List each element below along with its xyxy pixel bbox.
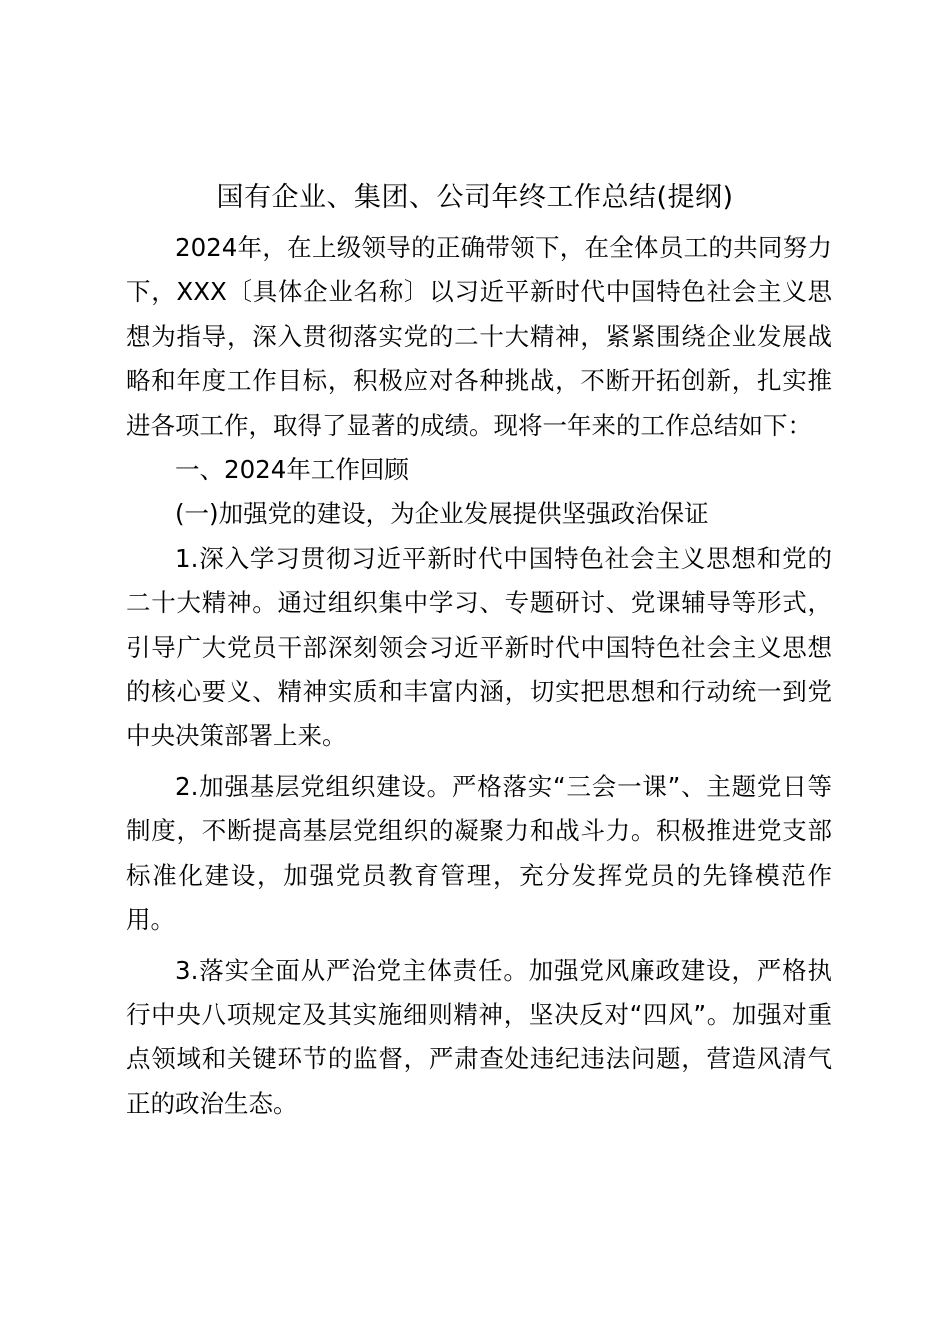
document-body	[126, 226, 832, 1126]
subsection-heading: (一)加强党的建设，为企业发展提供坚强政治保证	[175, 499, 709, 529]
document-title: 国有企业、集团、公司年终工作总结(提纲)	[216, 182, 734, 213]
item-paragraph-3: 3.落实全面从严治党主体责任。加强党风廉政建设，严格执行中央八项规定及其实施细则精神，坚决反对“四风”。加强对重点领域和关键环节的监督，严肃查处违纪违法问题，营造风清气正的政治生态。	[126, 955, 832, 1118]
section-heading: 一、2024年工作回顾	[175, 455, 409, 485]
item-paragraph-2: 2.加强基层党组织建设。严格落实“三会一课”、主题党日等制度，不断提高基层党组织的凝聚力和战斗力。积极推进党支部标准化建设，加强党员教育管理，充分发挥党员的先锋模范作用。	[126, 771, 832, 935]
intro-paragraph: 2024年，在上级领导的正确带领下，在全体员工的共同努力下，XXX〔具体企业名称〕以习近平新时代中国特色社会主义思想为指导，深入贯彻落实党的二十大精神，紧紧围绕企业发展战略和年度工作目标，积极应对各种挑战，不断开拓创新，扎实推进各项工作，取得了显著的成绩。现将一年来的工作总结如下：	[126, 233, 832, 440]
item-paragraph-1: 1.深入学习贯彻习近平新时代中国特色社会主义思想和党的二十大精神。通过组织集中学习、专题研讨、党课辅导等形式，引导广大党员干部深刻领会习近平新时代中国特色社会主义思想的核心要义、精神实质和丰富内涵，切实把思想和行动统一到党中央决策部署上来。	[126, 543, 832, 751]
